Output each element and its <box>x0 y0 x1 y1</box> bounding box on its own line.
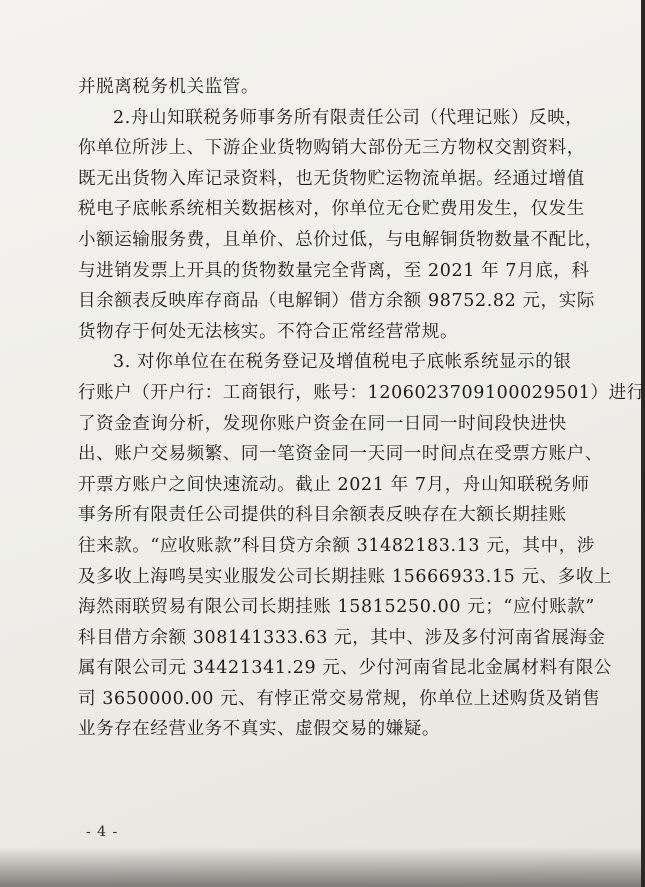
text-line: 并脱离税务机关监管。 <box>78 77 259 97</box>
text-line: 目余额表反映库存商品（电解铜）借方余额 98752.82 元，实际 <box>78 291 595 312</box>
text-line: 与进销发票上开具的货物数量完全背离，至 2021 年 7月底，科 <box>78 260 590 281</box>
text-line: 司 3650000.00 元、有悖正常交易常规，你单位上述购货及销售 <box>78 688 601 709</box>
text-line: 3. 对你单位在在税务登记及增值税电子底帐系统显示的银 <box>113 352 572 373</box>
text-line: 开票方账户之间快速流动。截止 2021 年 7月，舟山知联税务师 <box>78 474 590 495</box>
text-line: 行账户（开户行：工商银行，账号：1206023709100029501）进行 <box>78 382 645 403</box>
text-line: 货物存于何处无法核实。不符合正常经营常规。 <box>78 321 459 342</box>
text-line: 及多收上海鸣昊实业服发公司长期挂账 15666933.15 元、多收上 <box>78 566 613 587</box>
text-line: 属有限公司元 34421341.29 元、少付河南省昆北金属材料有限公 <box>78 658 613 679</box>
text-line: 科目借方余额 308141333.63 元，其中、涉及多付河南省展海金 <box>78 627 606 648</box>
text-line: 2.舟山知联税务师事务所有限责任公司（代理记账）反映， <box>113 107 584 128</box>
text-line: 业务存在经营业务不真实、虚假交易的嫌疑。 <box>78 719 440 740</box>
text-line: 小额运输服务费，且单价、总价过低，与电解铜货物数量不配比， <box>78 229 603 250</box>
text-line: 了资金查询分析，发现你账户资金在同一日同一时间段快进快 <box>78 413 567 434</box>
text-line: 往来款。“应收账款”科目贷方余额 31482183.13 元，其中，涉 <box>78 535 595 556</box>
text-line: 事务所有限责任公司提供的科目余额表反映存在大额长期挂账 <box>78 505 567 526</box>
photo-shadow <box>0 847 641 887</box>
body-text <box>78 72 645 745</box>
page-number: - 4 - <box>86 824 119 840</box>
text-line: 出、账户交易频繁、同一笔资金同一天同一时间点在受票方账户、 <box>78 444 603 465</box>
text-line: 税电子底帐系统相关数据核对，你单位无仓贮费用发生，仅发生 <box>78 199 585 220</box>
text-line: 既无出货物入库记录资料，也无货物贮运物流单据。经通过增值 <box>78 168 585 189</box>
text-line: 你单位所涉上、下游企业货物购销大部份无三方物权交割资料， <box>78 138 585 159</box>
text-line: 海然雨联贸易有限公司长期挂账 15815250.00 元；“应付账款” <box>78 597 595 618</box>
